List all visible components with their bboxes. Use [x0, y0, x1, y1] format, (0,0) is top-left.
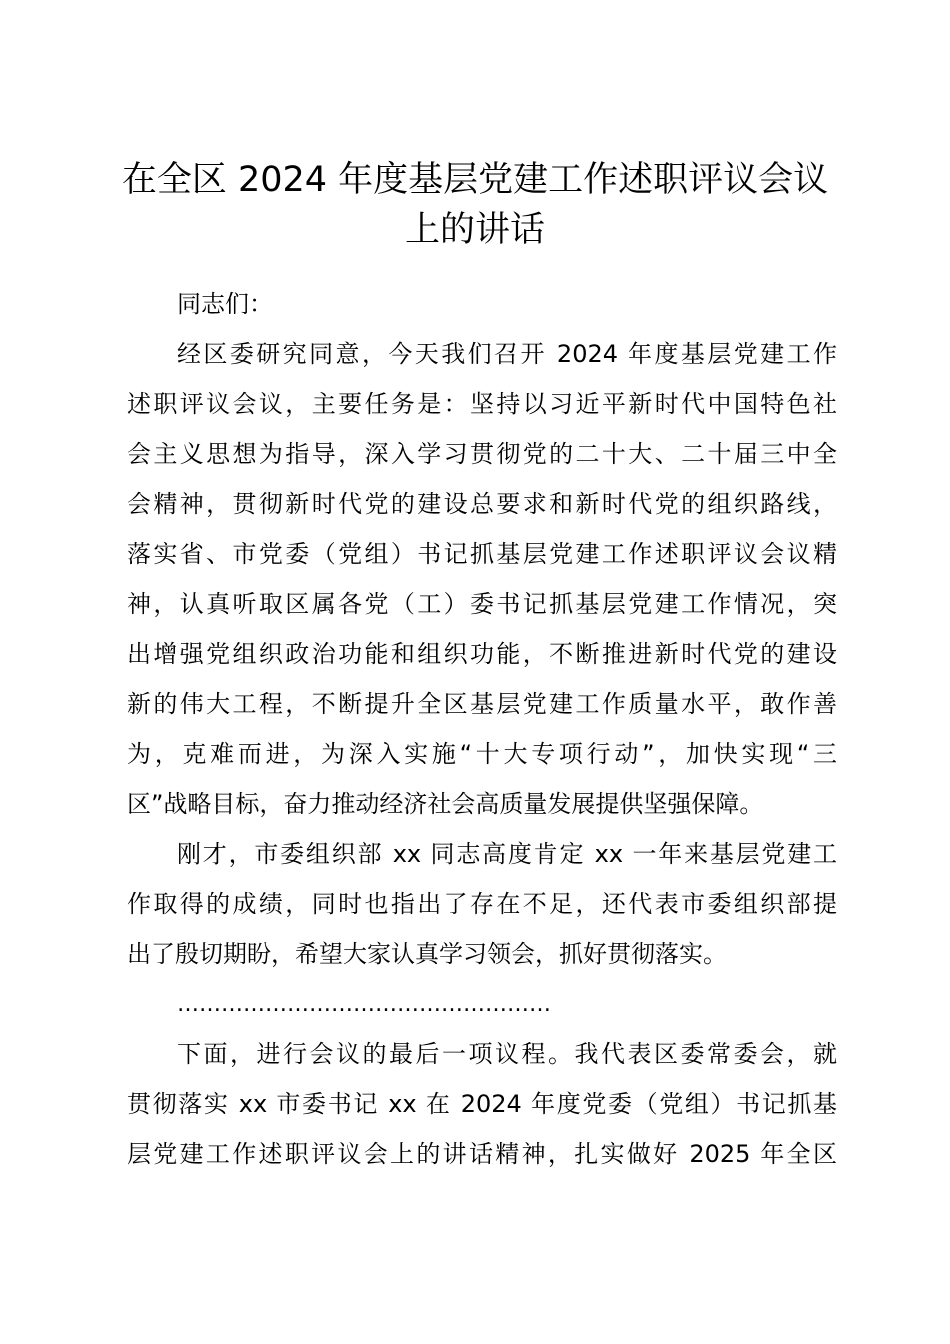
paragraph-1-line-1: 经区委研究同意，今天我们召开 2024 年度基层党建工作 — [177, 340, 837, 368]
paragraph-1-line-3: 会主义思想为指导，深入学习贯彻党的二十大、二十届三中全 — [127, 440, 837, 468]
paragraph-3-line-2: 贯彻落实 xx 市委书记 xx 在 2024 年度党委（党组）书记抓基 — [127, 1090, 837, 1118]
paragraph-1-line-9: 为，克难而进，为深入实施“十大专项行动”，加快实现“三 — [127, 740, 837, 768]
paragraph-1-line-5: 落实省、市党委（党组）书记抓基层党建工作述职评议会议精 — [127, 540, 837, 568]
paragraph-1-line-6: 神，认真听取区属各党（工）委书记抓基层党建工作情况，突 — [127, 590, 837, 618]
ellipsis-separator: …………………………………………… — [177, 992, 551, 1017]
paragraph-3-line-1: 下面，进行会议的最后一项议程。我代表区委常委会，就 — [177, 1040, 837, 1068]
document-title-line-2: 上的讲话 — [404, 210, 545, 250]
paragraph-1-line-10: 区”战略目标，奋力推动经济社会高质量发展提供坚强保障。 — [127, 790, 764, 818]
paragraph-3-line-3: 层党建工作述职评议会上的讲话精神，扎实做好 2025 年全区 — [127, 1140, 837, 1168]
paragraph-1-line-7: 出增强党组织政治功能和组织功能，不断推进新时代党的建设 — [127, 640, 837, 668]
paragraph-1-line-8: 新的伟大工程，不断提升全区基层党建工作质量水平，敢作善 — [127, 690, 837, 718]
salutation: 同志们： — [177, 290, 273, 318]
paragraph-2-line-3: 出了殷切期盼，希望大家认真学习领会，抓好贯彻落实。 — [127, 940, 727, 968]
paragraph-1-line-4: 会精神，贯彻新时代党的建设总要求和新时代党的组织路线， — [127, 490, 837, 518]
paragraph-1-line-2: 述职评议会议，主要任务是：坚持以习近平新时代中国特色社 — [127, 390, 837, 418]
paragraph-2-line-2: 作取得的成绩，同时也指出了存在不足，还代表市委组织部提 — [127, 890, 837, 918]
document-title-line-1: 在全区 2024 年度基层党建工作述职评议会议 — [121, 160, 829, 200]
paragraph-2-line-1: 刚才，市委组织部 xx 同志高度肯定 xx 一年来基层党建工 — [177, 840, 837, 868]
